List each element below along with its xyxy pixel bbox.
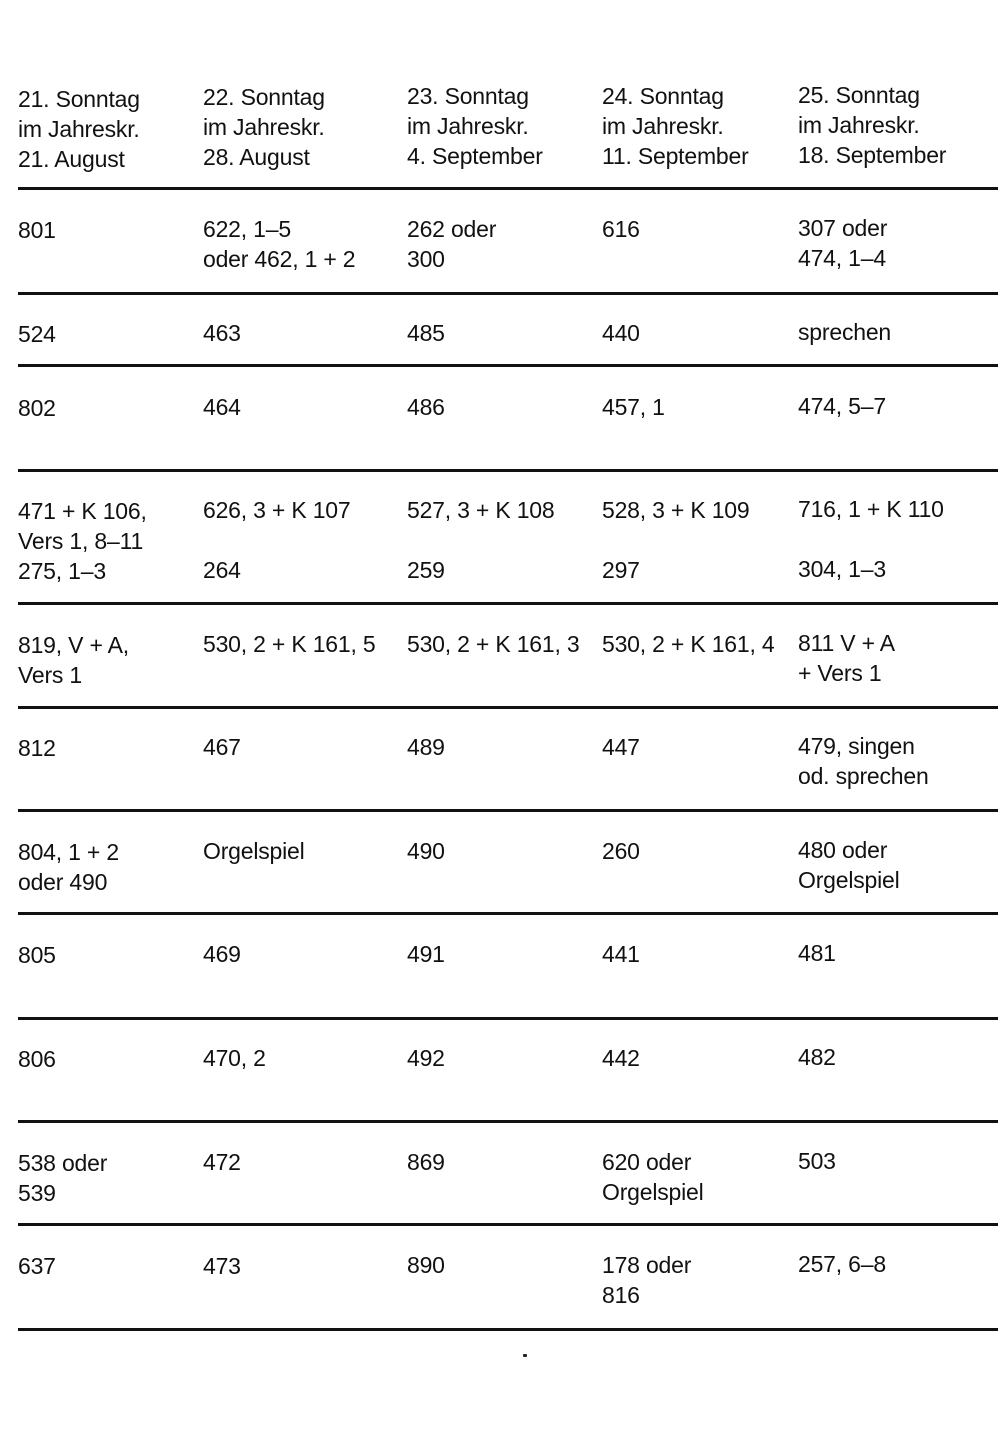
table-cell: 819, V + A, Vers 1 xyxy=(18,632,129,688)
table-cell: 637 xyxy=(18,1253,56,1279)
table-cell: 491 xyxy=(407,941,445,967)
header-cell: 22. Sonntag im Jahreskr. 28. August xyxy=(203,84,325,170)
table-cell: 801 xyxy=(18,217,56,243)
table-cell: 626, 3 + K 107 264 xyxy=(203,497,351,583)
table-cell: 805 xyxy=(18,942,56,968)
table-cell: Orgelspiel xyxy=(203,838,305,864)
table-cell: 472 xyxy=(203,1149,241,1175)
row-divider xyxy=(18,292,998,295)
table-cell: 806 xyxy=(18,1046,56,1072)
table-cell: 178 oder 816 xyxy=(602,1252,692,1308)
table-cell: 890 xyxy=(407,1252,445,1278)
table-cell: 471 + K 106, Vers 1, 8–11 275, 1–3 xyxy=(18,498,147,584)
table-cell: sprechen xyxy=(798,319,892,345)
row-divider xyxy=(18,809,998,812)
table-cell: 530, 2 + K 161, 4 xyxy=(602,631,775,657)
row-divider xyxy=(18,1120,998,1123)
table-cell: 527, 3 + K 108 259 xyxy=(407,497,555,583)
table-cell: 257, 6–8 xyxy=(798,1251,886,1277)
table-cell: 530, 2 + K 161, 3 xyxy=(407,631,580,657)
table-cell: 485 xyxy=(407,320,445,346)
table-cell: 260 xyxy=(602,838,640,864)
table-cell: 616 xyxy=(602,216,640,242)
table-cell: 463 xyxy=(203,320,241,346)
row-divider xyxy=(18,706,998,709)
table-cell: 307 oder 474, 1–4 xyxy=(798,215,888,271)
row-divider xyxy=(18,364,998,367)
table-cell: 457, 1 xyxy=(602,394,665,420)
table-cell: 262 oder 300 xyxy=(407,216,497,272)
table-cell: 716, 1 + K 110 304, 1–3 xyxy=(798,496,944,582)
table-cell: 467 xyxy=(203,734,241,760)
table-cell: 440 xyxy=(602,320,640,346)
row-divider xyxy=(18,187,998,190)
row-divider xyxy=(18,912,998,915)
scan-speck xyxy=(523,1354,527,1357)
table-cell: 802 xyxy=(18,395,56,421)
table-cell: 474, 5–7 xyxy=(798,393,886,419)
table-cell: 804, 1 + 2 oder 490 xyxy=(18,839,119,895)
table-cell: 464 xyxy=(203,394,241,420)
row-divider xyxy=(18,1328,998,1331)
row-divider xyxy=(18,602,998,605)
header-cell: 23. Sonntag im Jahreskr. 4. September xyxy=(407,83,543,169)
table-cell: 622, 1–5 oder 462, 1 + 2 xyxy=(203,216,356,272)
table-cell: 489 xyxy=(407,734,445,760)
table-cell: 530, 2 + K 161, 5 xyxy=(203,631,376,657)
table-cell: 442 xyxy=(602,1045,640,1071)
table-cell: 869 xyxy=(407,1149,445,1175)
table-cell: 620 oder Orgelspiel xyxy=(602,1149,704,1205)
table-header xyxy=(0,80,1000,175)
table-cell: 473 xyxy=(203,1253,241,1279)
row-divider xyxy=(18,1017,998,1020)
table-cell: 524 xyxy=(18,321,56,347)
row-divider xyxy=(18,1223,998,1226)
row-divider xyxy=(18,469,998,472)
table-cell: 503 xyxy=(798,1148,836,1174)
table-cell: 469 xyxy=(203,941,241,967)
header-cell: 24. Sonntag im Jahreskr. 11. September xyxy=(602,83,749,169)
table-cell: 482 xyxy=(798,1044,836,1070)
table-cell: 441 xyxy=(602,941,640,967)
table-cell: 486 xyxy=(407,394,445,420)
table-cell: 470, 2 xyxy=(203,1045,266,1071)
table-cell: 480 oder Orgelspiel xyxy=(798,837,900,893)
table-cell: 811 V + A + Vers 1 xyxy=(798,630,895,686)
table-cell: 490 xyxy=(407,838,445,864)
table-cell: 538 oder 539 xyxy=(18,1150,108,1206)
table-cell: 481 xyxy=(798,940,836,966)
header-cell: 25. Sonntag im Jahreskr. 18. September xyxy=(798,82,947,168)
table-cell: 812 xyxy=(18,735,56,761)
table-cell: 492 xyxy=(407,1045,445,1071)
table-cell: 528, 3 + K 109 297 xyxy=(602,497,750,583)
table-cell: 447 xyxy=(602,734,640,760)
header-cell: 21. Sonntag im Jahreskr. 21. August xyxy=(18,86,140,172)
table-cell: 479, singen od. sprechen xyxy=(798,733,929,789)
